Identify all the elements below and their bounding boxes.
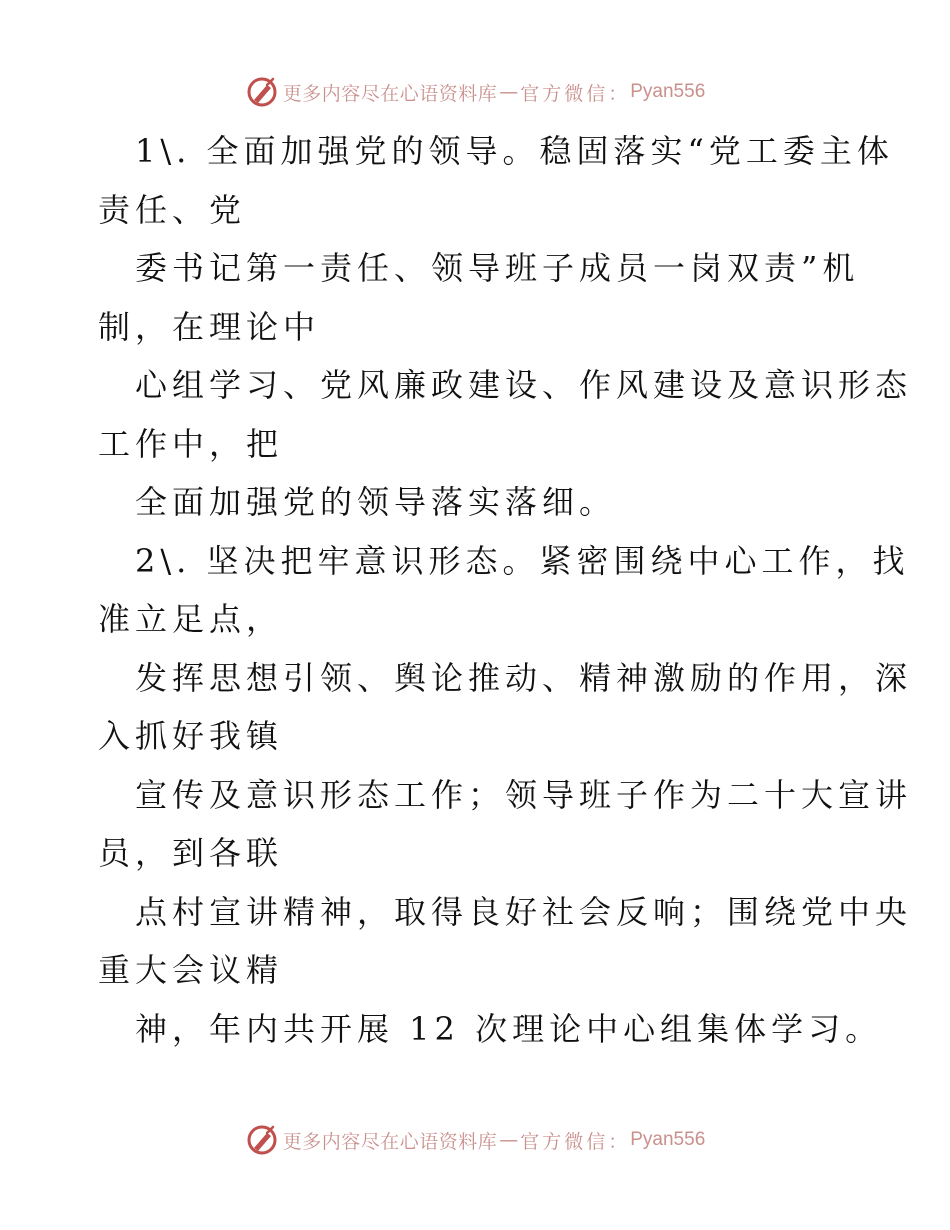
watermark-id: Pyan556 [630,81,706,102]
text-line: 点村宣讲精神，取得良好社会反响；围绕党中央 [135,892,913,931]
watermark-dash: — [499,81,519,103]
text-line: 1\. 全面加强党的领导。稳固落实“党工委主体 [135,132,894,170]
text-line: 发挥思想引领、舆论推动、精神激励的作用，深 [135,658,913,697]
text-line: 工作中，把 [98,424,284,463]
header-watermark [0,72,950,112]
text-line: 宣传及意识形态工作；领导班子作为二十大宣讲 [135,775,913,814]
text-line: 全面加强党的领导落实落细。 [135,483,617,521]
watermark-sub-text: 官方微信： [520,82,631,105]
logo-icon [245,75,279,109]
text-line: 责任、党 [98,190,247,229]
footer-watermark [0,1120,950,1160]
text-line: 心组学习、党风廉政建设、作风建设及意识形态 [135,366,913,404]
watermark-sub-text: 官方微信： [520,1130,631,1153]
text-line: 制，在理论中 [98,307,321,346]
body-text [98,122,913,1058]
watermark-main-text: 更多内容尽在心语资料库 [282,82,498,105]
text-line: 委书记第一责任、领导班子成员一岗双责”机 [135,249,860,287]
watermark-dash: — [499,1129,519,1151]
watermark-id: Pyan556 [630,1129,706,1150]
text-line: 2\. 坚决把牢意识形态。紧密围绕中心工作，找 [135,541,910,580]
text-line: 入抓好我镇 [98,717,284,755]
watermark-main-text: 更多内容尽在心语资料库 [282,1130,498,1153]
text-line: 员，到各联 [98,834,284,872]
text-line: 神，年内共开展 12 次理论中心组集体学习。 [135,1009,883,1048]
text-line: 重大会议精 [98,951,284,989]
text-line: 准立足点， [98,600,284,638]
logo-icon [245,1123,279,1157]
